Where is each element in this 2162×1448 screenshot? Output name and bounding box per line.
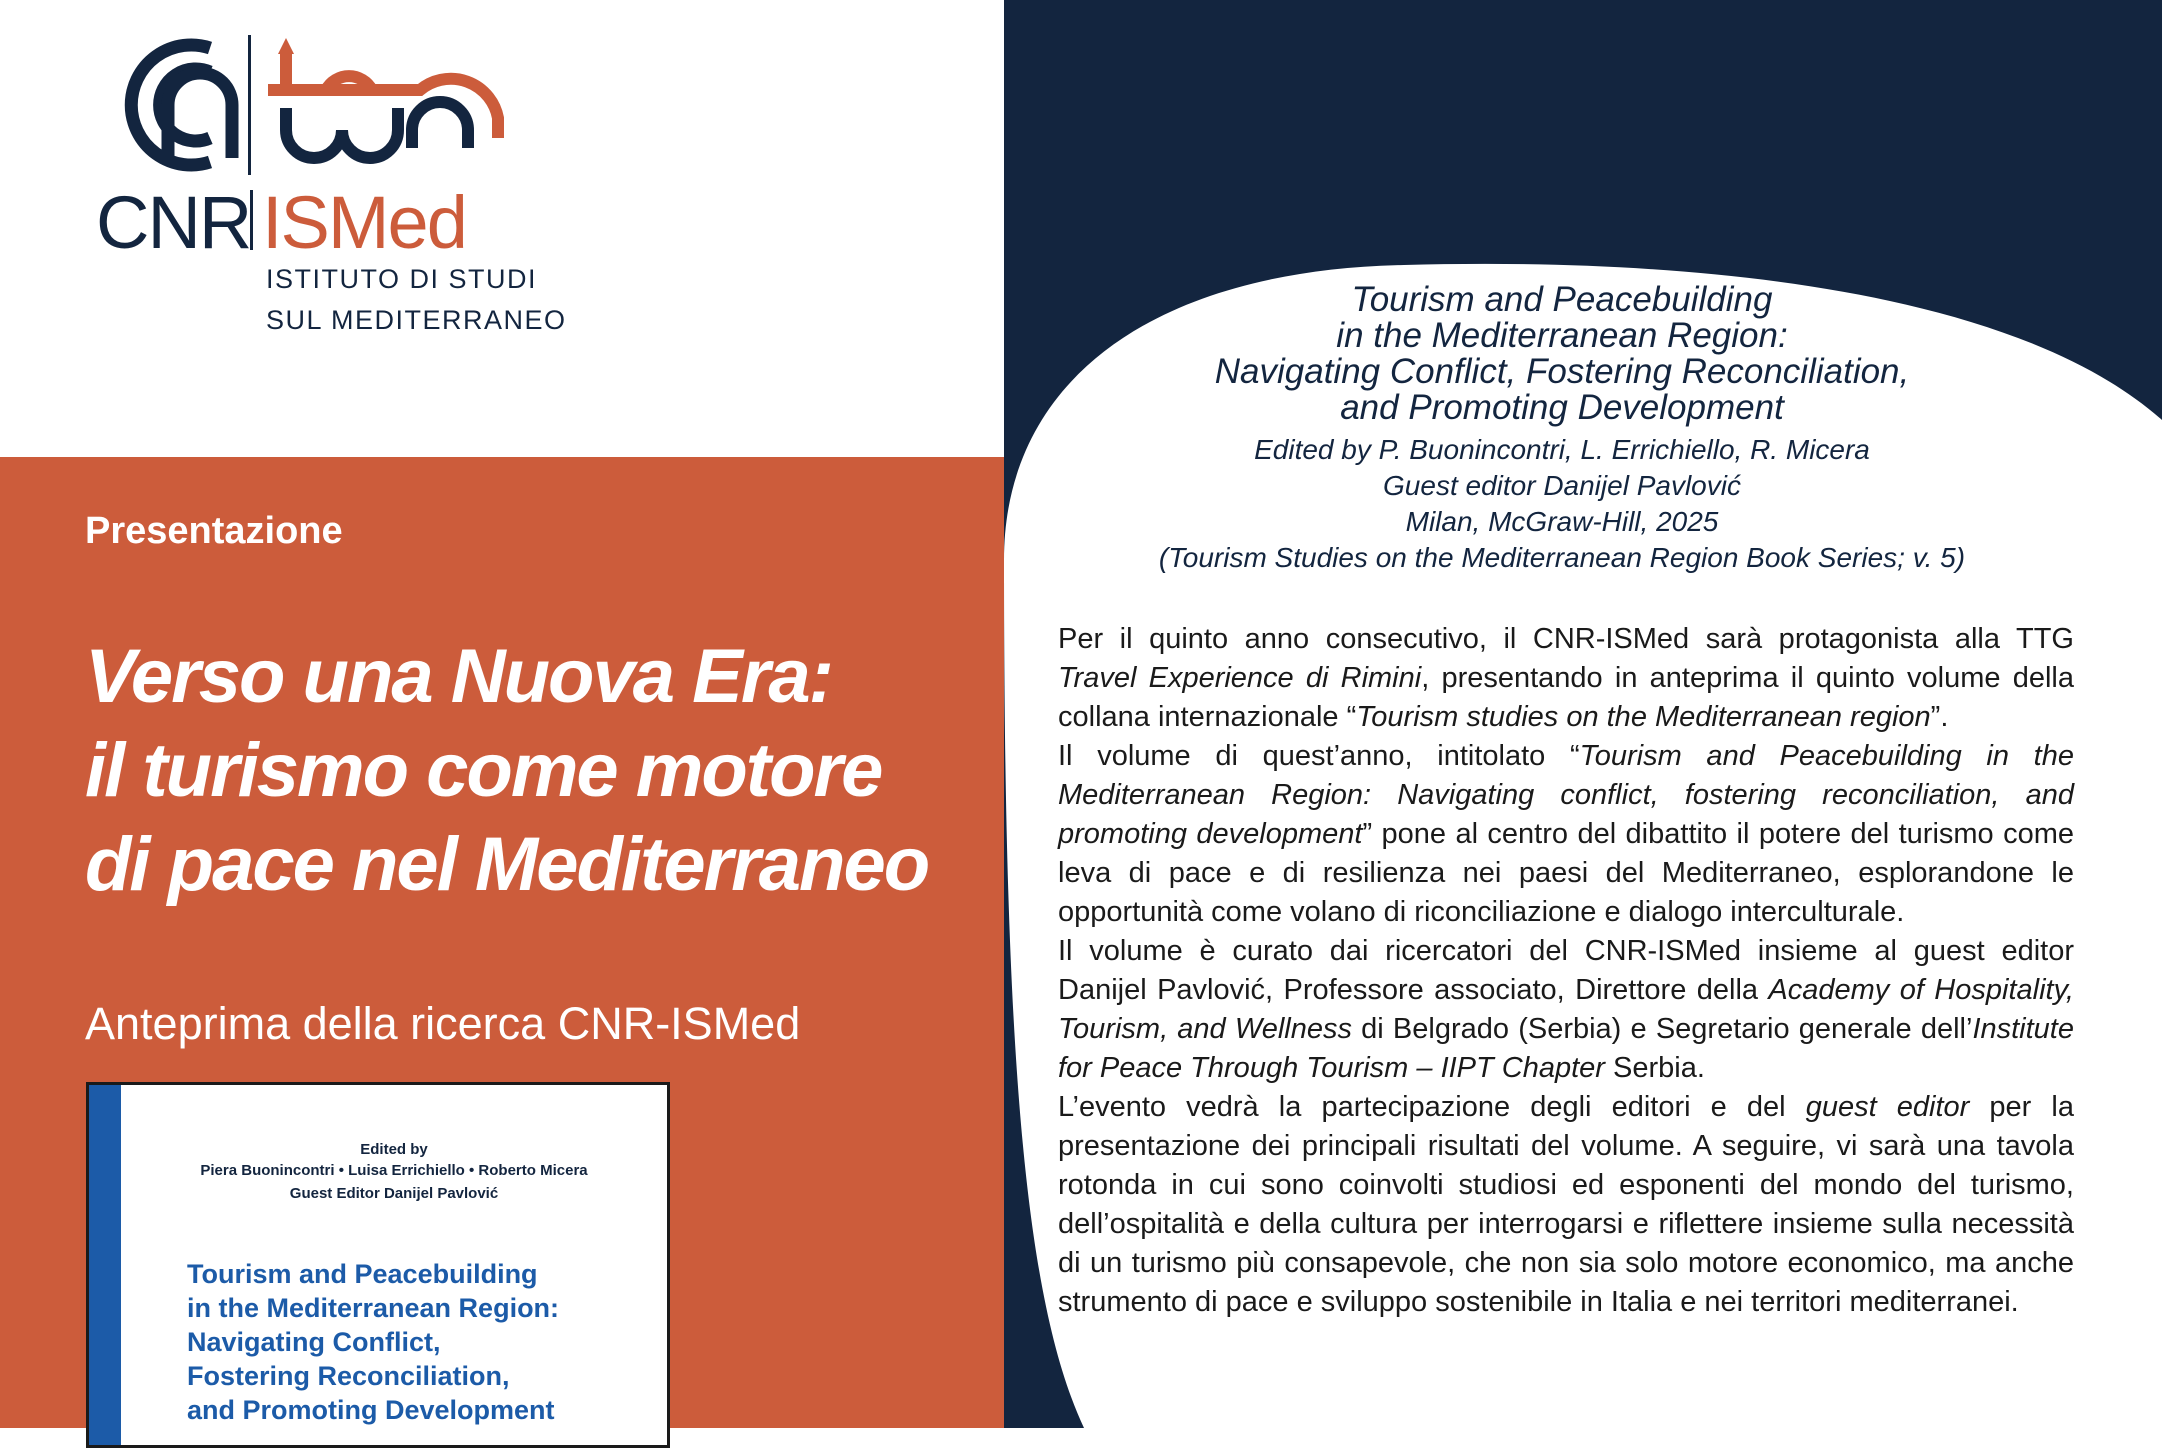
cover-stripe [89, 1085, 121, 1445]
book-title-line: Tourism and Peacebuilding [1351, 280, 1773, 319]
book-meta [1112, 432, 2012, 576]
book-title-line: Navigating Conflict, Fostering Reconciliation, [1214, 352, 1910, 391]
logo-separator [250, 190, 253, 250]
subtitle: Anteprima della ricerca CNR-ISMed [85, 998, 801, 1049]
book-series: (Tourism Studies on the Mediterranean Region Book Series; v. 5) [1158, 542, 1966, 573]
body-paragraph [1058, 620, 2074, 737]
book-cover [86, 1082, 670, 1448]
logo-cnr-text: CNR [96, 181, 251, 264]
body-paragraph [1058, 737, 2074, 932]
cover-title-line: Fostering Reconciliation, [187, 1361, 510, 1391]
text-span: Il volume di quest’anno, intitolato “ [1058, 740, 1580, 772]
logo-ismed-text: ISMed [262, 181, 466, 264]
main-title-line: di pace nel Mediterraneo [85, 822, 929, 907]
main-title-line: Verso una Nuova Era: [85, 634, 832, 719]
main-title [85, 630, 1005, 912]
cover-guest-editor: Guest Editor Danijel Pavlović [289, 1185, 499, 1202]
text-span: di Belgrado (Serbia) e Segretario generale dell’ [1352, 1013, 1973, 1045]
book-title-line: in the Mediterranean Region: [1336, 316, 1788, 355]
text-span: ” pone al centro del dibattito il potere del turismo come leva di pace e di resilienza nei paesi del Mediterraneo, esplorandone le opportunità come volano di riconciliazione e dialogo interculturale. [1058, 818, 2074, 928]
section-label: Presentazione [85, 510, 343, 552]
book-title [1112, 282, 2012, 426]
book-reference [1112, 282, 2012, 576]
cover-title-line: in the Mediterranean Region: [187, 1293, 560, 1323]
book-editors: Edited by P. Buonincontri, L. Errichiello, R. Micera [1254, 434, 1870, 465]
text-span: Il volume è curato dai ricercatori del CNR-ISMed insieme al guest editor Danijel Pavlović, Professore associato, Direttore della [1058, 935, 2074, 1006]
book-guest-editor: Guest editor Danijel Pavlović [1383, 470, 1741, 501]
cover-title-line: Tourism and Peacebuilding [187, 1259, 538, 1289]
cnr-ismed-logo [90, 30, 530, 180]
text-span-italic: Tourism and Peacebuilding in the Mediterranean Region: Navigating conflict, fostering reconciliation, and promoting development [1058, 740, 2074, 850]
text-span: ”. [1930, 701, 1949, 733]
body-paragraph [1058, 932, 2074, 1088]
text-span-italic: guest editor [1805, 1091, 1970, 1123]
book-publisher: Milan, McGraw-Hill, 2025 [1405, 506, 1719, 537]
main-title-line: il turismo come motore [85, 728, 882, 813]
body-text [1058, 620, 2074, 1322]
text-span: Serbia. [1604, 1052, 1705, 1084]
cover-title [187, 1257, 559, 1427]
cover-edited-by: Edited by [360, 1141, 428, 1158]
text-span-italic: Institute for Peace Through Tourism – IIPT Chapter [1058, 1013, 2074, 1084]
text-span: Per il quinto anno consecutivo, il CNR-ISMed sarà protagonista alla TTG [1058, 623, 2074, 655]
text-span: per la presentazione dei principali risultati del volume. A seguire, vi sarà una tavola rotonda in cui sono coinvolti studiosi ed esponenti del mondo del turismo, dell’ospitalità e della cultura per interrogarsi e riflettere insieme sulla necessità di un turismo più consapevole, che non sia solo motore economico, ma anche strumento di pace e sviluppo sostenibile in Italia e nei territori mediterranei. [1058, 1091, 2074, 1318]
text-span-italic: Academy of Hospitality, Tourism, and Wellness [1058, 974, 2074, 1045]
cover-authors: Piera Buonincontri • Luisa Errichiello • Roberto Micera [200, 1162, 588, 1179]
logo-subtitle-line1: ISTITUTO DI STUDI [266, 264, 538, 294]
text-span: , presentando in anteprima il quinto volume della collana internazionale “ [1058, 662, 2074, 733]
logo-subtitle-line2: SUL MEDITERRANEO [266, 305, 567, 335]
body-paragraph [1058, 1088, 2074, 1322]
text-span-italic: Travel Experience di Rimini [1058, 662, 1422, 694]
text-span: L’evento vedrà la partecipazione degli editori e del [1058, 1091, 1806, 1123]
cover-title-line: and Promoting Development [187, 1395, 555, 1425]
cover-title-line: Navigating Conflict, [187, 1327, 441, 1357]
logo-mark-icon [90, 30, 530, 180]
text-span-italic: Tourism studies on the Mediterranean region [1356, 701, 1931, 733]
book-title-line: and Promoting Development [1340, 388, 1784, 427]
